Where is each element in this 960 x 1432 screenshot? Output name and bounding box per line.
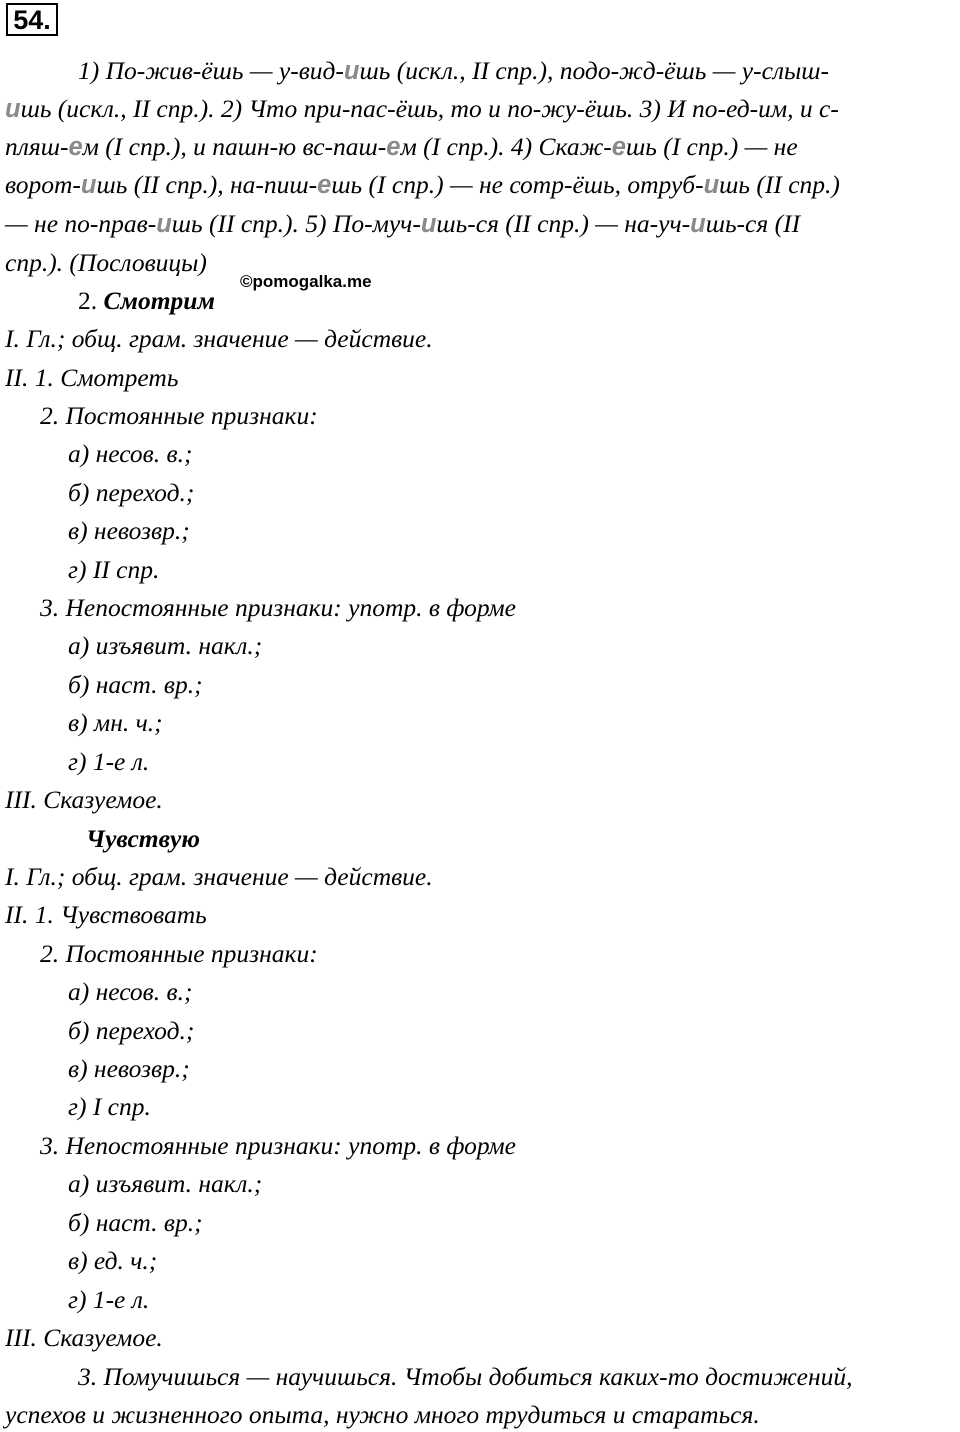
w1-line-1: I. Гл.; общ. грам. значение — действие. [5,324,433,353]
exercise-number: 54. [6,3,58,36]
part3-line2: успехов и жизненного опыта, нужно много трудиться и стараться. [5,1400,760,1429]
w1-line-4: а) несов. в.; [68,439,193,468]
w2-line-2: II. 1. Чувствовать [5,900,207,929]
w2-line-8: 3. Непостоянные признаки: употр. в форме [40,1131,516,1160]
para1-line4: ворот-ишь (II спр.), на-пиш-ешь (I спр.) — не сотр-ёшь, отруб-ишь (II спр.) [5,170,840,199]
w1-line-3: 2. Постоянные признаки: [40,401,318,430]
w2-line-12: г) 1-е л. [68,1285,150,1314]
watermark: ©pomogalka.me [240,272,372,291]
w2-line-4: а) несов. в.; [68,977,193,1006]
w1-line-11: в) мн. ч.; [68,708,163,737]
w2-line-6: в) невозвр.; [68,1054,190,1083]
w2-line-13: III. Сказуемое. [5,1323,163,1352]
w2-line-9: а) изъявит. накл.; [68,1169,263,1198]
w2-line-5: б) переход.; [68,1016,195,1045]
para1-line6: спр.). (Пословицы) [5,248,207,277]
w1-line-10: б) наст. вр.; [68,670,203,699]
w1-line-5: б) переход.; [68,478,195,507]
para1-line5: — не по-прав-ишь (II спр.). 5) По-муч-ишь-ся (II спр.) — на-уч-ишь-ся (II [5,209,801,238]
w1-line-12: г) 1-е л. [68,747,150,776]
w1-line-8: 3. Непостоянные признаки: употр. в форме [40,593,516,622]
w2-line-7: г) I спр. [68,1092,151,1121]
word2-heading: Чувствую [86,824,200,853]
w2-line-3: 2. Постоянные признаки: [40,939,318,968]
para1-line2: ишь (искл., II спр.). 2) Что при-пас-ёшь, то и по-жу-ёшь. 3) И по-ед-им, и с- [5,94,839,123]
para1-line1: 1) По-жив-ёшь — у-вид-ишь (искл., II спр.), подо-жд-ёшь — у-слыш- [78,56,830,85]
para1-line3: пляш-ем (I спр.), и пашн-ю вс-паш-ем (I спр.). 4) Скаж-ешь (I спр.) — не [5,132,798,161]
w1-line-9: а) изъявит. накл.; [68,631,263,660]
w1-line-6: в) невозвр.; [68,516,190,545]
w2-line-11: в) ед. ч.; [68,1246,158,1275]
w1-line-13: III. Сказуемое. [5,785,163,814]
w1-line-2: II. 1. Смотреть [5,363,179,392]
w2-line-1: I. Гл.; общ. грам. значение — действие. [5,862,433,891]
part2-heading: 2. Смотрим [78,286,215,315]
w1-line-7: г) II спр. [68,555,160,584]
part3-line1: 3. Помучишься — научишься. Чтобы добиться каких-то достижений, [78,1362,853,1391]
w2-line-10: б) наст. вр.; [68,1208,203,1237]
